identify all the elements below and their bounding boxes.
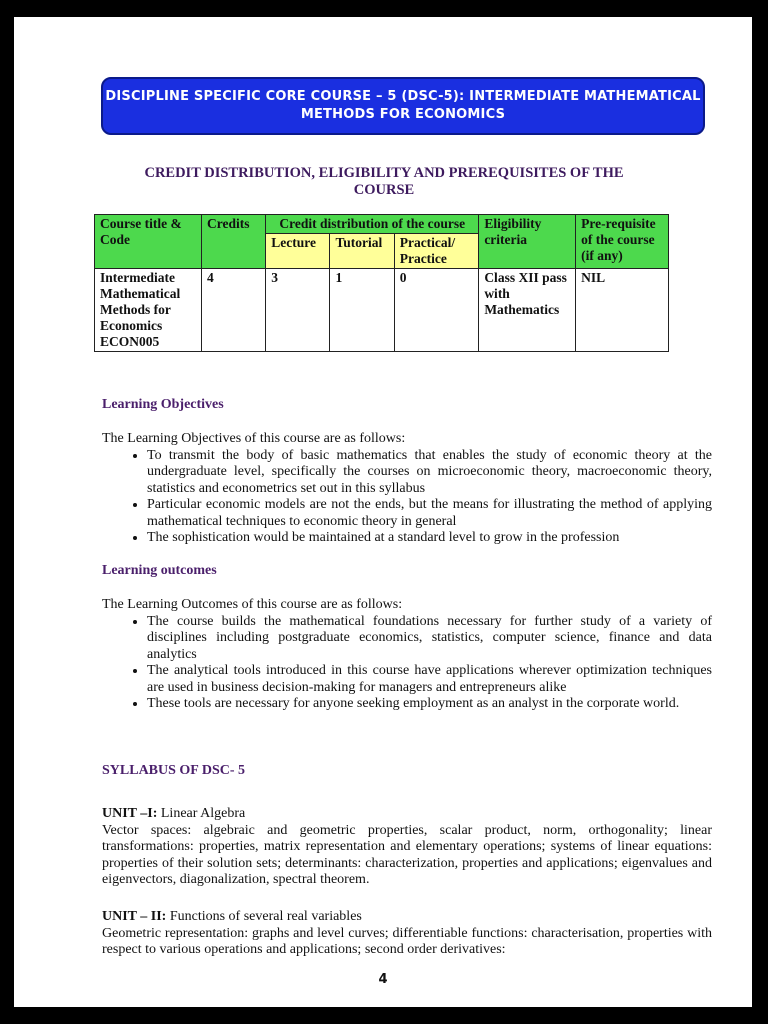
course-title-banner xyxy=(101,77,705,135)
list-item: • The course builds the mathematical foundations necessary for further study of a variety of disciplines including postgraduate economics, statistics, computer science, finance and data analytics xyxy=(147,614,712,664)
objectives-heading: Learning Objectives xyxy=(102,397,224,412)
header-course: Course title & Code xyxy=(95,215,202,269)
list-item: • Particular economic models are not the ends, but the means for illustrating the method of applying mathematical techniques to economic theory in general xyxy=(147,497,712,530)
cell-prereq: NIL xyxy=(576,269,669,352)
objectives-section xyxy=(102,431,712,547)
unit-2-title: Functions of several real variables xyxy=(166,909,362,924)
document-page xyxy=(14,17,752,1007)
cell-practical: 0 xyxy=(394,269,479,352)
header-eligibility: Eligibility criteria xyxy=(479,215,576,269)
outcomes-intro: The Learning Outcomes of this course are as follows: xyxy=(102,597,403,612)
outcomes-section xyxy=(102,597,712,713)
header-distribution: Credit distribution of the course xyxy=(266,215,479,234)
page-number: 4 xyxy=(378,972,388,987)
cell-lecture: 3 xyxy=(266,269,330,352)
unit-1-body: Vector spaces: algebraic and geometric properties, scalar product, norm, orthogonality; linear transformations: properties, matrix representation and elementary operations; systems of linear equations: properties of their solution sets; determinants: characterization, properties and applications; eigenvalues and eigenvectors, diagonalization, spectral theorem. xyxy=(102,822,712,887)
objectives-intro: The Learning Objectives of this course are as follows: xyxy=(102,431,406,446)
header-tutorial: Tutorial xyxy=(330,234,394,269)
unit-1-label: UNIT –I: xyxy=(102,806,158,821)
cell-course: Intermediate Mathematical Methods for Economics ECON005 xyxy=(95,269,202,352)
header-prereq: Pre-requisite of the course (if any) xyxy=(576,215,669,269)
cell-eligibility: Class XII pass with Mathematics xyxy=(479,269,576,352)
list-item: • These tools are necessary for anyone seeking employment as an analyst in the corporate world. xyxy=(147,696,712,713)
list-item: • To transmit the body of basic mathematics that enables the study of economic theory at the undergraduate level, specifically the courses on microeconomic theory, macroeconomic theory, statistics and econometrics set out in this syllabus xyxy=(147,448,712,498)
credit-distribution-table xyxy=(94,214,669,352)
header-practical: Practical/ Practice xyxy=(394,234,479,269)
unit-1-title: Linear Algebra xyxy=(157,806,246,821)
unit-2 xyxy=(102,909,712,959)
header-lecture: Lecture xyxy=(266,234,330,269)
unit-1 xyxy=(102,806,712,889)
banner-line-1: DISCIPLINE SPECIFIC CORE COURSE – 5 (DSC-5): INTERMEDIATE MATHEMATICAL xyxy=(105,89,701,104)
unit-2-label: UNIT – II: xyxy=(102,909,167,924)
banner-line-2: METHODS FOR ECONOMICS xyxy=(300,107,506,122)
list-item: • The sophistication would be maintained at a standard level to grow in the profession xyxy=(147,530,712,547)
credit-section-title: CREDIT DISTRIBUTION, ELIGIBILITY AND PREREQUISITES OF THE COURSE xyxy=(144,165,624,198)
outcomes-heading: Learning outcomes xyxy=(102,563,217,578)
unit-2-body: Geometric representation: graphs and level curves; differentiable functions: characterisation, properties with respect to various operations and applications; second order derivatives: xyxy=(102,925,712,957)
list-item: • The analytical tools introduced in this course have applications wherever optimization techniques are used in business decision-making for managers and entrepreneurs alike xyxy=(147,663,712,696)
header-credits: Credits xyxy=(202,215,266,269)
cell-credits: 4 xyxy=(202,269,266,352)
cell-tutorial: 1 xyxy=(330,269,394,352)
syllabus-heading: SYLLABUS OF DSC- 5 xyxy=(102,763,246,778)
table-row xyxy=(95,269,669,352)
